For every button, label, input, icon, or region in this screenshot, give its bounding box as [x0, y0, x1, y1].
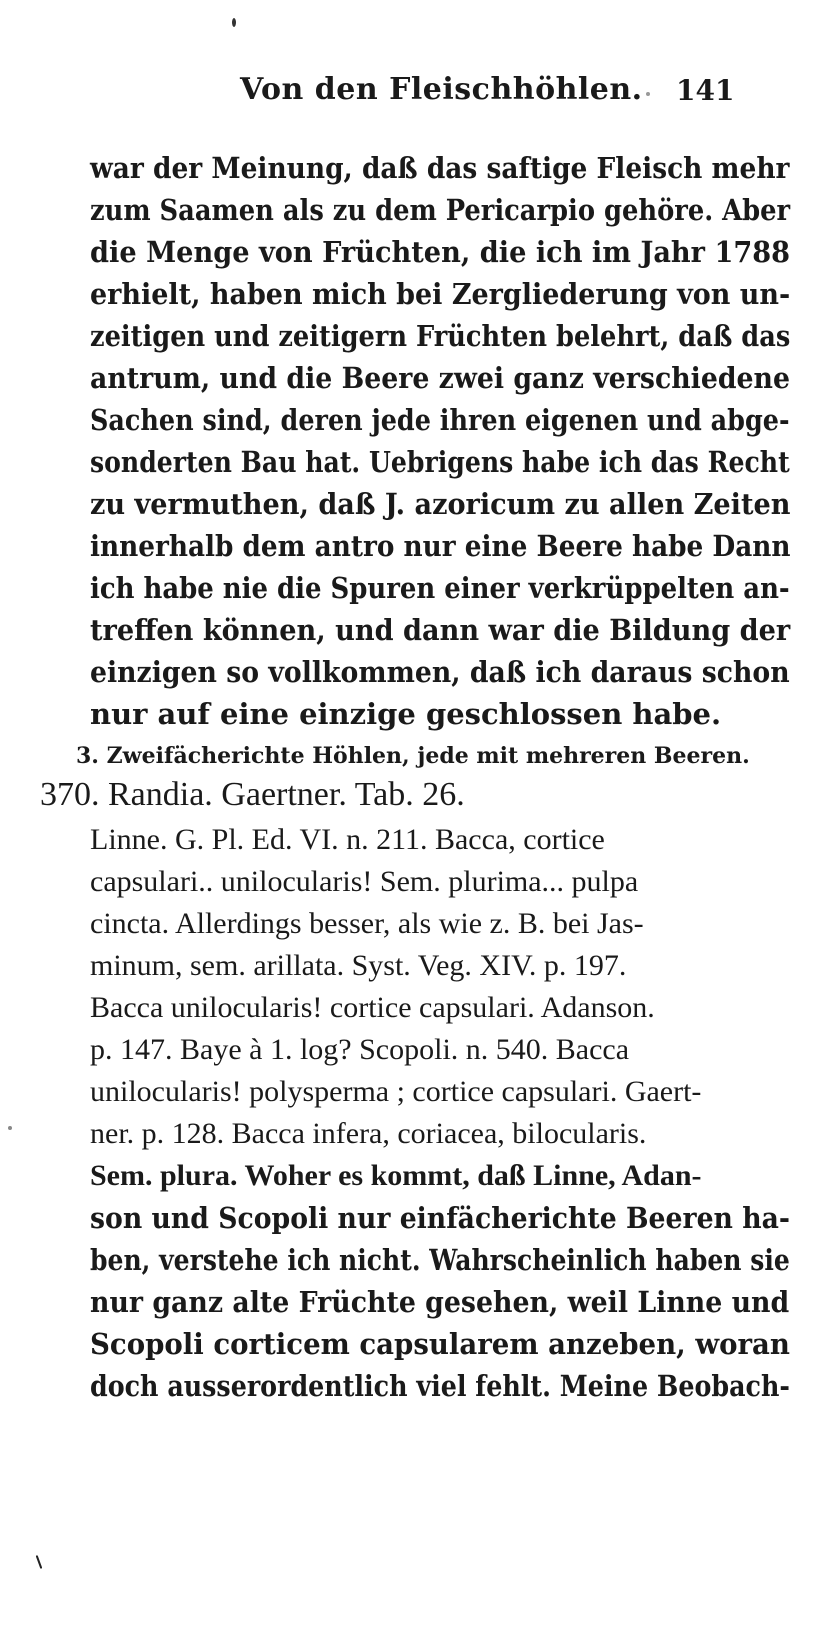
entry-line: unilocularis! polysperma ; cortice capsulari. Gaert- — [90, 1075, 702, 1108]
body-line: zeitigen und zeitigern Früchten belehrt, daß das — [90, 319, 791, 353]
entry-line: nur ganz alte Früchte gesehen, weil Linne und — [90, 1285, 790, 1319]
page-header — [0, 72, 830, 112]
body-line: Sachen sind, deren jede ihren eigenen und abge- — [90, 403, 790, 437]
ink-speck — [36, 1555, 43, 1569]
body-line: nur auf eine einzige geschlossen habe. — [90, 697, 722, 731]
entry-line: ben, verstehe ich nicht. Wahrscheinlich haben sie — [90, 1243, 790, 1277]
ink-speck — [646, 92, 650, 96]
body-line: einzigen so vollkommen, daß ich daraus schon — [90, 655, 790, 689]
page-number: 141 — [676, 74, 735, 107]
running-head: Von den Fleischhöhlen. — [240, 72, 643, 107]
body-line: innerhalb dem antro nur eine Beere habe Dann — [90, 529, 791, 563]
entry-line: Linne. G. Pl. Ed. VI. n. 211. Bacca, cortice — [90, 823, 605, 856]
ink-speck — [232, 18, 236, 27]
entry-line: Scopoli corticem capsularem anzeben, woran — [90, 1327, 790, 1361]
section-heading: 3. Zweifächerichte Höhlen, jede mit mehreren Beeren. — [76, 743, 750, 769]
body-line: die Menge von Früchten, die ich im Jahr 1788 — [90, 235, 791, 269]
body-line: zum Saamen als zu dem Pericarpio gehöre. Aber — [90, 193, 791, 227]
body-line: antrum, und die Beere zwei ganz verschiedene — [90, 361, 791, 395]
body-line: erhielt, haben mich bei Zergliederung von un- — [90, 277, 791, 311]
entry-line: ner. p. 128. Bacca infera, coriacea, bilocularis. — [90, 1117, 647, 1150]
body-line: war der Meinung, daß das saftige Fleisch mehr — [90, 151, 790, 185]
entry-line: Bacca unilocularis! cortice capsulari. Adanson. — [90, 991, 655, 1024]
entry-line: cincta. Allerdings besser, als wie z. B. bei Jas- — [90, 907, 644, 940]
body-line: zu vermuthen, daß J. azoricum zu allen Zeiten — [90, 487, 791, 521]
entry-line: doch ausserordentlich viel fehlt. Meine Beobach- — [90, 1369, 790, 1403]
entry-heading: 370. Randia. Gaertner. Tab. 26. — [40, 776, 465, 813]
entry-line: p. 147. Baye à 1. log? Scopoli. n. 540. Bacca — [90, 1033, 630, 1066]
body-line: sonderten Bau hat. Uebrigens habe ich das Recht — [90, 445, 790, 479]
entry-line: minum, sem. arillata. Syst. Veg. XIV. p. 197. — [90, 949, 627, 982]
ink-speck — [8, 1126, 12, 1130]
body-line: treffen können, und dann war die Bildung der — [90, 613, 791, 647]
body-line: ich habe nie die Spuren einer verkrüppelten an- — [90, 571, 790, 605]
entry-line: son und Scopoli nur einfächerichte Beeren ha- — [90, 1201, 790, 1235]
entry-line: capsulari.. unilocularis! Sem. plurima... pulpa — [90, 865, 639, 898]
entry-line: Sem. plura. Woher es kommt, daß Linne, Adan- — [90, 1159, 702, 1192]
